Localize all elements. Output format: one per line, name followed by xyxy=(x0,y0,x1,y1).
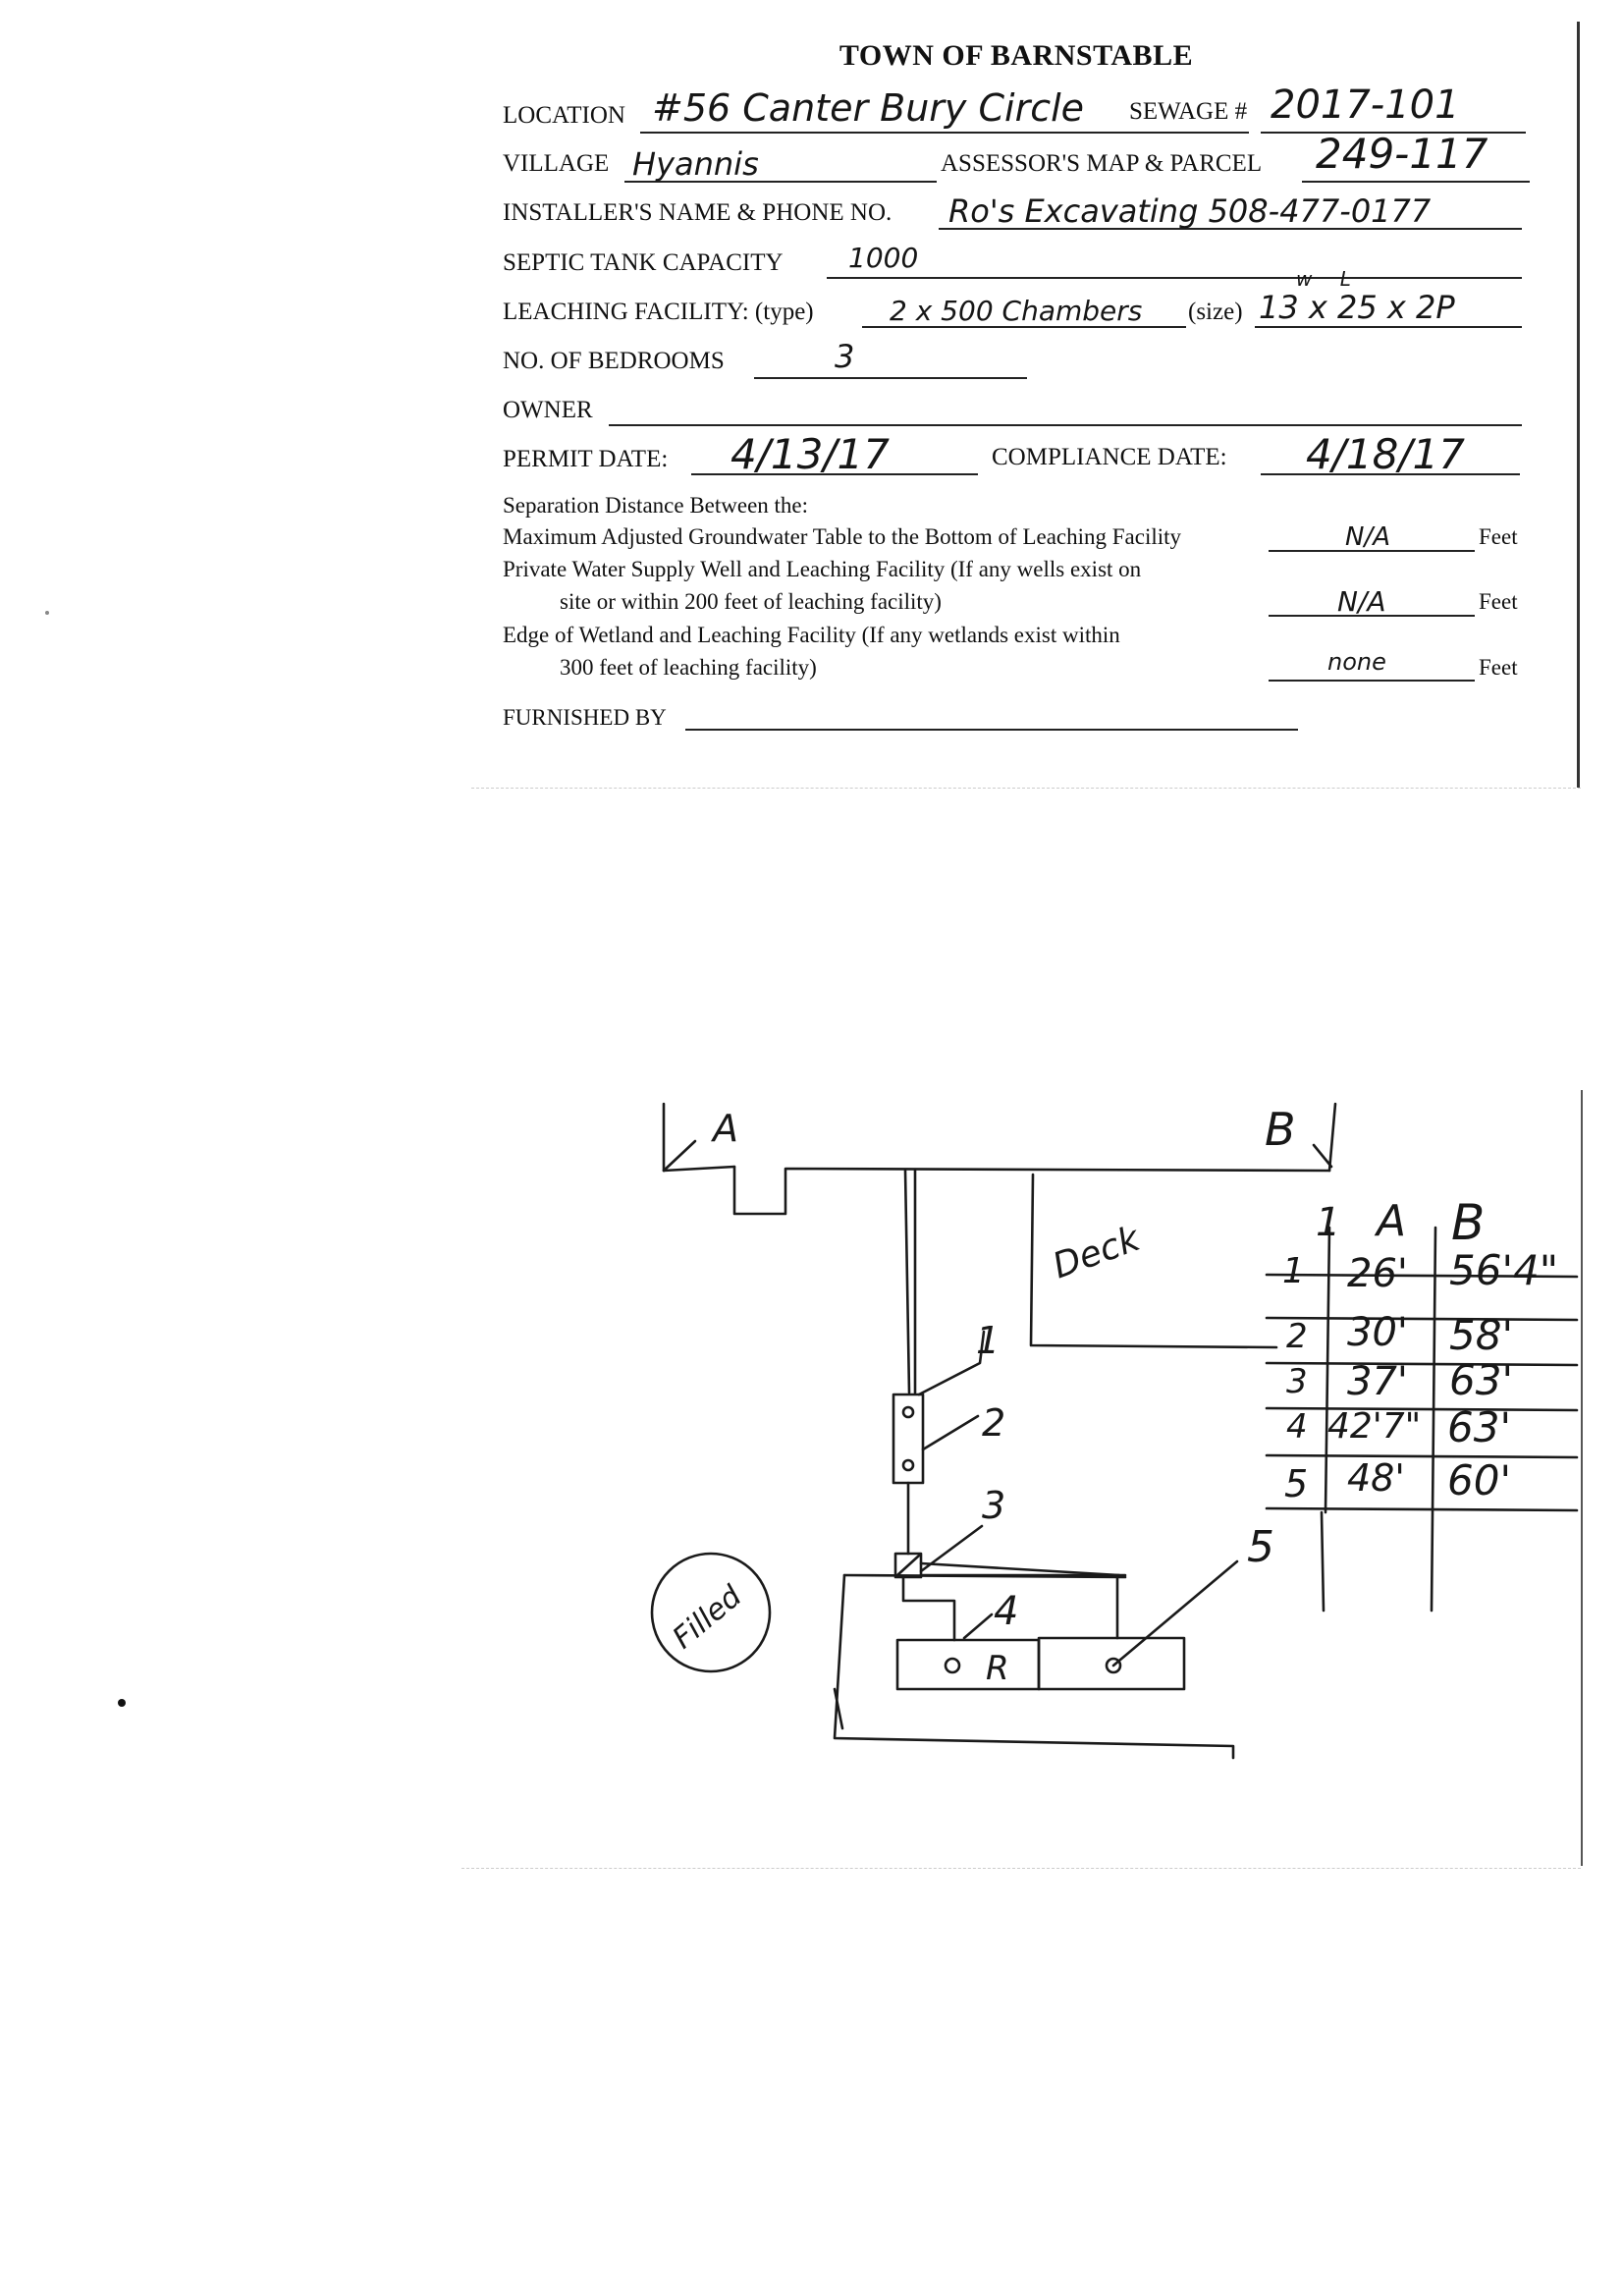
table-row-1-n: 1 xyxy=(1282,1251,1305,1291)
compliance-value: 4/18/17 xyxy=(1306,430,1465,478)
owner-label: OWNER xyxy=(503,397,593,423)
table-row-3-b: 63' xyxy=(1449,1356,1513,1404)
table-row-3-n: 3 xyxy=(1286,1362,1308,1401)
village-value: Hyannis xyxy=(632,145,759,183)
leach-size-value: 13 x 25 x 2P xyxy=(1259,289,1455,326)
installer-value: Ro's Excavating 508-477-0177 xyxy=(948,192,1432,230)
installer-label: INSTALLER'S NAME & PHONE NO. xyxy=(503,199,893,226)
table-row-1-b: 56'4" xyxy=(1449,1246,1559,1294)
permit-value: 4/13/17 xyxy=(730,430,890,478)
sep2-feet: Feet xyxy=(1479,589,1518,614)
leach-chamber-1 xyxy=(897,1640,1039,1689)
corner-a-label: A xyxy=(713,1107,738,1150)
tank-value: 1000 xyxy=(848,242,919,274)
leach-type-value: 2 x 500 Chambers xyxy=(890,295,1143,327)
filled-label: Filled xyxy=(666,1579,749,1657)
point-label-1: 1 xyxy=(976,1319,1001,1362)
table-row-2-b: 58' xyxy=(1449,1311,1513,1359)
leach-size-label: (size) xyxy=(1188,299,1243,325)
leach-chamber-2 xyxy=(1039,1638,1184,1689)
tank-label: SEPTIC TANK CAPACITY xyxy=(503,249,784,276)
location-label: LOCATION xyxy=(503,102,625,129)
r-label: R xyxy=(986,1649,1009,1688)
table-row-4-b: 63' xyxy=(1447,1403,1511,1451)
table-row-2-a: 30' xyxy=(1347,1310,1408,1355)
point-label-5: 5 xyxy=(1247,1522,1274,1572)
point-label-3: 3 xyxy=(982,1484,1006,1527)
fill-boundary xyxy=(835,1575,1233,1758)
sep2-line2: site or within 200 feet of leaching facility) xyxy=(560,589,942,614)
sep1-text: Maximum Adjusted Groundwater Table to the Bottom of Leaching Facility xyxy=(503,524,1182,549)
sep2-value: N/A xyxy=(1337,585,1386,618)
permit-label: PERMIT DATE: xyxy=(503,446,669,472)
deck-label: Deck xyxy=(1048,1218,1146,1287)
sep3-line2: 300 feet of leaching facility) xyxy=(560,655,817,680)
assessor-value: 249-117 xyxy=(1316,130,1488,178)
furnished-label: FURNISHED BY xyxy=(503,705,667,730)
sep3-feet: Feet xyxy=(1479,655,1518,680)
sep2-line1: Private Water Supply Well and Leaching Facility (If any wells exist on xyxy=(503,557,1142,581)
sep1-feet: Feet xyxy=(1479,524,1518,549)
table-row-3-a: 37' xyxy=(1347,1359,1408,1404)
table-row-5-b: 60' xyxy=(1447,1456,1511,1504)
sep1-value: N/A xyxy=(1345,522,1390,552)
separation-heading: Separation Distance Between the: xyxy=(503,493,809,518)
form-title: TOWN OF BARNSTABLE xyxy=(839,39,1194,72)
sep3-line1: Edge of Wetland and Leaching Facility (If any wetlands exist within xyxy=(503,623,1120,647)
table-row-5-n: 5 xyxy=(1284,1462,1309,1505)
bedrooms-label: NO. OF BEDROOMS xyxy=(503,348,725,374)
location-value: #56 Canter Bury Circle xyxy=(652,86,1085,130)
table-row-1-a: 26' xyxy=(1347,1251,1408,1296)
table-header-b: B xyxy=(1451,1194,1486,1251)
leach-type-label: LEACHING FACILITY: (type) xyxy=(503,299,814,325)
table-header-num: 1 xyxy=(1316,1200,1341,1245)
table-row-5-a: 48' xyxy=(1347,1456,1405,1500)
point-label-4: 4 xyxy=(994,1589,1019,1634)
table-row-4-a: 42'7" xyxy=(1327,1406,1422,1447)
village-label: VILLAGE xyxy=(503,150,610,177)
scan-speck xyxy=(118,1699,126,1707)
table-row-4-n: 4 xyxy=(1286,1407,1308,1447)
point-label-2: 2 xyxy=(982,1401,1006,1445)
compliance-label: COMPLIANCE DATE: xyxy=(992,444,1227,470)
table-row-2-n: 2 xyxy=(1286,1317,1308,1356)
table-header-a: A xyxy=(1377,1196,1407,1246)
sewage-value: 2017-101 xyxy=(1271,82,1460,128)
leach-size-marks: w L xyxy=(1296,267,1351,291)
sep3-value: none xyxy=(1327,648,1386,676)
corner-b-label: B xyxy=(1265,1103,1296,1156)
bedrooms-value: 3 xyxy=(835,338,855,375)
sewage-label: SEWAGE # xyxy=(1129,98,1248,125)
assessor-label: ASSESSOR'S MAP & PARCEL xyxy=(941,150,1263,177)
